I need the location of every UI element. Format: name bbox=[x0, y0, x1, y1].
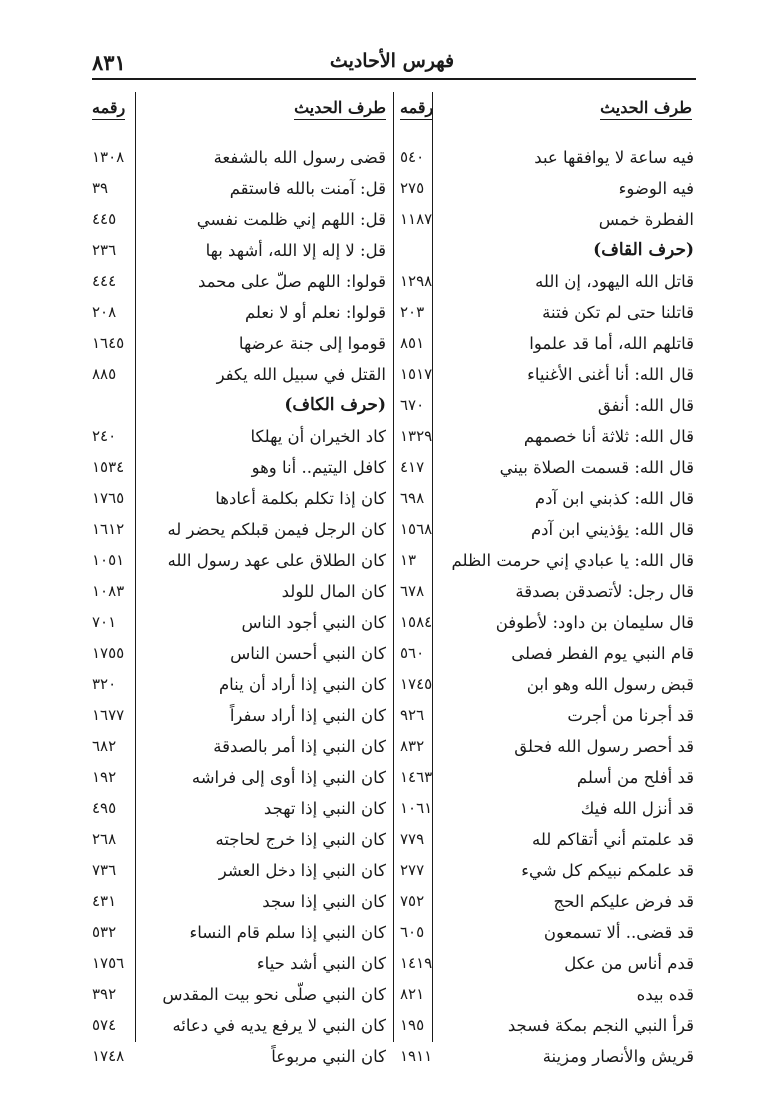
hadith-text: قرأ النبي النجم بمكة فسجد bbox=[507, 1016, 694, 1035]
hadith-text: قاتلنا حتى لم تكن فتنة bbox=[542, 303, 694, 322]
index-entry bbox=[92, 204, 390, 235]
hadith-number: ١٦٧٧ bbox=[92, 706, 125, 724]
right-column bbox=[394, 92, 696, 1066]
hadith-number: ١٢٩٨ bbox=[400, 272, 433, 290]
index-entry bbox=[394, 917, 696, 948]
index-entry bbox=[92, 576, 390, 607]
index-entry bbox=[394, 700, 696, 731]
hadith-number: ٦٧٨ bbox=[400, 582, 425, 600]
number-header: رقمه bbox=[92, 98, 125, 120]
hadith-number: ٥٦٠ bbox=[400, 644, 425, 662]
index-entry bbox=[92, 545, 390, 576]
hadith-text: القتل في سبيل الله يكفر bbox=[216, 365, 386, 384]
index-entry bbox=[92, 514, 390, 545]
hadith-number: ٢٠٨ bbox=[92, 303, 117, 321]
hadith-number: ٢٠٣ bbox=[400, 303, 425, 321]
index-entry bbox=[92, 731, 390, 762]
hadith-text: كان النبي لا يرفع يديه في دعائه bbox=[172, 1016, 386, 1035]
hadith-number: ٦٠٥ bbox=[400, 923, 425, 941]
index-entry bbox=[394, 886, 696, 917]
hadith-text: قريش والأنصار ومزينة bbox=[542, 1047, 694, 1066]
hadith-number: ٨٨٥ bbox=[92, 365, 117, 383]
hadith-text: الفطرة خمس bbox=[598, 210, 694, 229]
index-entry bbox=[394, 1041, 696, 1072]
index-entry bbox=[92, 948, 390, 979]
hadith-number: ٦٩٨ bbox=[400, 489, 425, 507]
hadith-text: كان النبي أشد حياء bbox=[256, 954, 386, 973]
hadith-text: قد علمكم نبيكم كل شيء bbox=[521, 861, 694, 880]
hadith-text: قد أنزل الله فيك bbox=[580, 799, 694, 818]
hadith-text: قده بيده bbox=[636, 985, 694, 1004]
hadith-number: ١٧٤٥ bbox=[400, 675, 433, 693]
hadith-number: ٢٦٨ bbox=[92, 830, 117, 848]
hadith-text: كان النبي إذا أراد سفراً bbox=[229, 706, 386, 725]
index-entry bbox=[394, 359, 696, 390]
hadith-text: فيه ساعة لا يوافقها عبد bbox=[534, 148, 694, 167]
header-rule bbox=[92, 78, 696, 80]
index-entry bbox=[394, 452, 696, 483]
hadith-text: قوموا إلى جنة عرضها bbox=[238, 334, 386, 353]
hadith-text: كان النبي أحسن الناس bbox=[230, 644, 386, 663]
index-entry bbox=[92, 762, 390, 793]
hadith-number: ١٥١٧ bbox=[400, 365, 433, 383]
index-entry bbox=[92, 359, 390, 390]
left-column bbox=[92, 92, 390, 1066]
hadith-number: ٤١٧ bbox=[400, 458, 425, 476]
text-header: طرف الحديث bbox=[294, 98, 386, 120]
hadith-number: ١٦٤٥ bbox=[92, 334, 125, 352]
hadith-number: ١٧٥٥ bbox=[92, 644, 125, 662]
hadith-text: كان النبي إذا خرج لحاجته bbox=[215, 830, 386, 849]
hadith-number: ٣٩ bbox=[92, 179, 109, 197]
index-entry bbox=[394, 173, 696, 204]
hadith-number: ١٤١٩ bbox=[400, 954, 433, 972]
hadith-number: ٧٧٩ bbox=[400, 830, 425, 848]
hadith-number: ١٥٦٨ bbox=[400, 520, 433, 538]
hadith-number: ١٥٣٤ bbox=[92, 458, 125, 476]
right-entries bbox=[394, 142, 696, 1072]
hadith-text: قد أحصر رسول الله فحلق bbox=[514, 737, 694, 756]
hadith-text: قال رجل: لأتصدقن بصدقة bbox=[515, 582, 694, 601]
index-entry bbox=[92, 793, 390, 824]
hadith-number: ١٧٤٨ bbox=[92, 1047, 125, 1065]
hadith-number: ٦٨٢ bbox=[92, 737, 117, 755]
number-header: رقمه bbox=[400, 98, 433, 120]
hadith-text: قال الله: ثلاثة أنا خصمهم bbox=[523, 427, 694, 446]
index-entry bbox=[394, 762, 696, 793]
index-entry bbox=[394, 607, 696, 638]
hadith-number: ٤٩٥ bbox=[92, 799, 117, 817]
hadith-text: قد أجرنا من أجرت bbox=[567, 706, 694, 725]
hadith-number: ١٧٥٦ bbox=[92, 954, 125, 972]
left-entries bbox=[92, 142, 390, 1072]
index-entry bbox=[394, 638, 696, 669]
hadith-text: كان النبي إذا سلم قام النساء bbox=[189, 923, 386, 942]
index-entry bbox=[394, 1010, 696, 1041]
hadith-text: كان الطلاق على عهد رسول الله bbox=[167, 551, 386, 570]
index-entry bbox=[394, 948, 696, 979]
index-entry bbox=[394, 514, 696, 545]
hadith-text: كان النبي أجود الناس bbox=[241, 613, 386, 632]
index-entry bbox=[92, 173, 390, 204]
index-entry bbox=[394, 545, 696, 576]
hadith-text: قل: آمنت بالله فاستقم bbox=[229, 179, 386, 198]
left-column-header bbox=[92, 92, 390, 126]
index-entry bbox=[92, 669, 390, 700]
hadith-text: قدم أناس من عكل bbox=[564, 954, 694, 973]
index-entry bbox=[394, 855, 696, 886]
hadith-number: ١٣ bbox=[400, 551, 417, 569]
hadith-number: ١٣٠٨ bbox=[92, 148, 125, 166]
hadith-number: ٨٢١ bbox=[400, 985, 425, 1003]
index-entry bbox=[394, 824, 696, 855]
hadith-number: ١٤٦٣ bbox=[400, 768, 433, 786]
hadith-number: ٣٢٠ bbox=[92, 675, 117, 693]
hadith-text: قام النبي يوم الفطر فصلى bbox=[511, 644, 694, 663]
hadith-text: قال الله: أنفق bbox=[597, 396, 694, 415]
index-entry bbox=[92, 297, 390, 328]
index-entry bbox=[92, 266, 390, 297]
index-entry bbox=[394, 793, 696, 824]
hadith-number: ٧٣٦ bbox=[92, 861, 117, 879]
index-entry bbox=[92, 1041, 390, 1072]
index-entry bbox=[394, 328, 696, 359]
page-title: فهرس الأحاديث bbox=[329, 50, 455, 72]
hadith-text: كان النبي إذا تهجد bbox=[263, 799, 386, 818]
index-entry bbox=[92, 638, 390, 669]
hadith-text: قاتل الله اليهود، إن الله bbox=[535, 272, 694, 291]
index-entry bbox=[92, 328, 390, 359]
text-header: طرف الحديث bbox=[600, 98, 692, 120]
hadith-number: ٥٤٠ bbox=[400, 148, 425, 166]
index-entry bbox=[394, 142, 696, 173]
hadith-number: ٧٥٢ bbox=[400, 892, 425, 910]
index-entry bbox=[92, 979, 390, 1010]
hadith-text: قولوا: اللهم صلّ على محمد bbox=[197, 272, 386, 291]
index-entry bbox=[92, 824, 390, 855]
index-entry bbox=[92, 917, 390, 948]
index-entry bbox=[394, 421, 696, 452]
section-heading bbox=[92, 390, 390, 421]
hadith-number: ٤٣١ bbox=[92, 892, 117, 910]
hadith-text: كان النبي إذا أوى إلى فراشه bbox=[191, 768, 386, 787]
hadith-number: ١٧٦٥ bbox=[92, 489, 125, 507]
hadith-number: ١١٨٧ bbox=[400, 210, 433, 228]
right-column-header bbox=[394, 92, 696, 126]
hadith-number: ١٠٥١ bbox=[92, 551, 125, 569]
hadith-number: ٢٧٥ bbox=[400, 179, 425, 197]
hadith-number: ٩٢٦ bbox=[400, 706, 425, 724]
hadith-text: قاتلهم الله، أما قد علموا bbox=[529, 334, 694, 353]
index-entry bbox=[394, 204, 696, 235]
hadith-number: ١٩٢ bbox=[92, 768, 117, 786]
hadith-number: ٢٣٦ bbox=[92, 241, 117, 259]
section-heading-text: (حرف القاف) bbox=[593, 240, 694, 260]
hadith-text: كان إذا تكلم بكلمة أعادها bbox=[215, 489, 386, 508]
hadith-number: ١٠٦١ bbox=[400, 799, 433, 817]
hadith-number: ٨٣٢ bbox=[400, 737, 425, 755]
hadith-number: ٧٠١ bbox=[92, 613, 117, 631]
hadith-text: كافل اليتيم.. أنا وهو bbox=[251, 458, 386, 477]
hadith-text: قد فرض عليكم الحج bbox=[553, 892, 694, 911]
hadith-text: كان النبي إذا دخل العشر bbox=[218, 861, 386, 880]
index-entry bbox=[92, 855, 390, 886]
section-heading bbox=[394, 235, 696, 266]
hadith-text: قال الله: أنا أغنى الأغنياء bbox=[527, 365, 694, 384]
hadith-text: كان النبي إذا سجد bbox=[262, 892, 386, 911]
index-entry bbox=[394, 731, 696, 762]
hadith-text: قضى رسول الله بالشفعة bbox=[213, 148, 386, 167]
hadith-text: كان النبي مربوعاً bbox=[271, 1047, 386, 1066]
hadith-number: ٦٧٠ bbox=[400, 396, 425, 414]
hadith-text: قال الله: يا عبادي إني حرمت الظلم bbox=[451, 551, 694, 570]
index-entry bbox=[92, 452, 390, 483]
index-entry bbox=[92, 1010, 390, 1041]
hadith-number: ٢٤٠ bbox=[92, 427, 117, 445]
hadith-text: قال الله: قسمت الصلاة بيني bbox=[499, 458, 694, 477]
hadith-number: ٤٤٤ bbox=[92, 272, 117, 290]
hadith-number: ١٦١٢ bbox=[92, 520, 125, 538]
index-entry bbox=[92, 142, 390, 173]
hadith-text: كان النبي إذا أمر بالصدقة bbox=[213, 737, 386, 756]
index-entry bbox=[394, 483, 696, 514]
index-entry bbox=[92, 886, 390, 917]
hadith-text: قل: اللهم إني ظلمت نفسي bbox=[196, 210, 386, 229]
hadith-number: ١٩١١ bbox=[400, 1047, 433, 1065]
hadith-text: قد قضى.. ألا تسمعون bbox=[543, 923, 694, 942]
section-heading-text: (حرف الكاف) bbox=[284, 395, 386, 415]
index-entry bbox=[394, 576, 696, 607]
hadith-number: ١٣٢٩ bbox=[400, 427, 433, 445]
hadith-text: قال سليمان بن داود: لأطوفن bbox=[495, 613, 694, 632]
hadith-text: قولوا: نعلم أو لا نعلم bbox=[244, 303, 386, 322]
index-entry bbox=[394, 390, 696, 421]
index-entry bbox=[92, 607, 390, 638]
index-entry bbox=[92, 421, 390, 452]
hadith-text: قال الله: كذبني ابن آدم bbox=[534, 489, 694, 508]
hadith-number: ٢٧٧ bbox=[400, 861, 425, 879]
hadith-text: قل: لا إله إلا الله، أشهد بها bbox=[205, 241, 386, 260]
hadith-text: فيه الوضوء bbox=[618, 179, 694, 198]
hadith-number: ٥٣٢ bbox=[92, 923, 117, 941]
index-entry bbox=[394, 979, 696, 1010]
index-entry bbox=[92, 235, 390, 266]
index-entry bbox=[92, 483, 390, 514]
hadith-text: كاد الخيران أن يهلكا bbox=[250, 427, 386, 446]
page-header bbox=[92, 48, 692, 82]
hadith-text: كان النبي إذا أراد أن ينام bbox=[218, 675, 386, 694]
index-entry bbox=[92, 700, 390, 731]
hadith-number: ١٥٨٤ bbox=[400, 613, 433, 631]
hadith-number: ٤٤٥ bbox=[92, 210, 117, 228]
hadith-text: قبض رسول الله وهو ابن bbox=[526, 675, 694, 694]
page-number: ٨٣١ bbox=[92, 50, 126, 75]
hadith-text: كان النبي صلّى نحو بيت المقدس bbox=[162, 985, 386, 1004]
hadith-number: ١٠٨٣ bbox=[92, 582, 125, 600]
hadith-text: كان المال للولد bbox=[281, 582, 386, 601]
hadith-number: ٥٧٤ bbox=[92, 1016, 117, 1034]
index-entry bbox=[394, 266, 696, 297]
hadith-text: قال الله: يؤذيني ابن آدم bbox=[530, 520, 694, 539]
hadith-text: قد أفلح من أسلم bbox=[576, 768, 694, 787]
index-entry bbox=[394, 669, 696, 700]
hadith-text: قد علمتم أني أتقاكم لله bbox=[532, 830, 694, 849]
index-entry bbox=[394, 297, 696, 328]
hadith-number: ٨٥١ bbox=[400, 334, 425, 352]
hadith-number: ١٩٥ bbox=[400, 1016, 425, 1034]
hadith-number: ٣٩٢ bbox=[92, 985, 117, 1003]
hadith-text: كان الرجل فيمن قبلكم يحضر له bbox=[167, 520, 386, 539]
